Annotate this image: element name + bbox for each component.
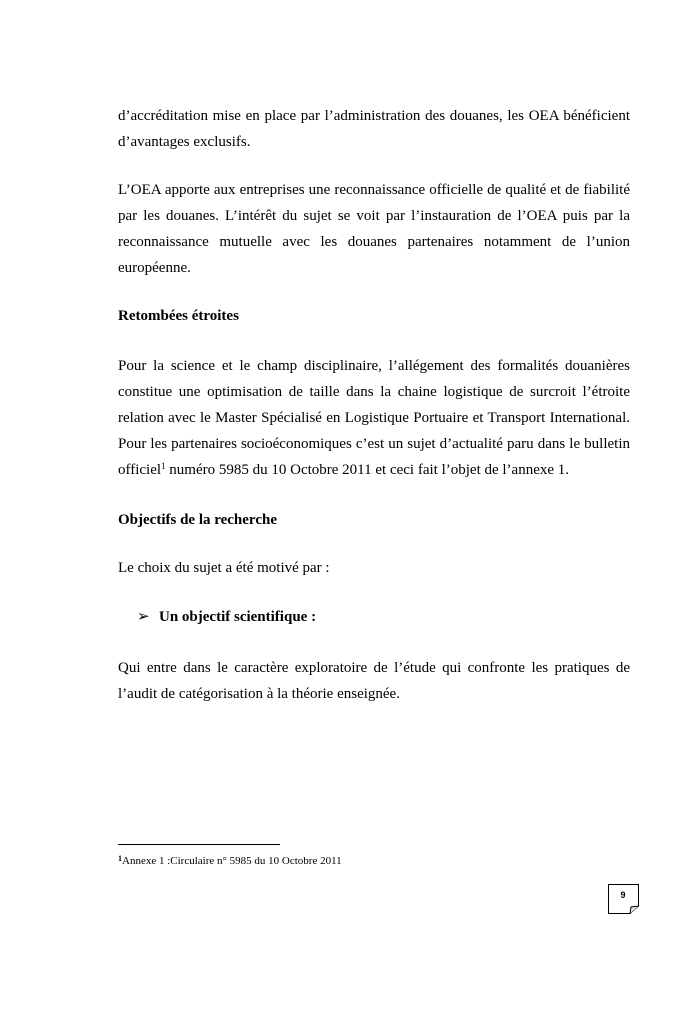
paragraph-5-line-1: Qui entre dans le caractère exploratoire de l’étude qui confronte les pratiques de	[118, 660, 630, 676]
page-number-box	[608, 884, 640, 914]
paragraph-2-line-4: européenne.	[118, 260, 191, 276]
bullet-item	[137, 608, 316, 626]
page-number: 9	[620, 890, 626, 900]
paragraph-3-line-1: Pour la science et le champ disciplinaire, l’allégement des formalités douanières	[118, 358, 630, 374]
footnote-number: 1	[118, 854, 122, 863]
paragraph-3-line-5-end: numéro 5985 du 10 Octobre 2011 et ceci fait l’objet de l’annexe 1.	[165, 462, 570, 478]
paragraph-3-line-5-start: officiel	[118, 462, 162, 478]
paragraph-2-line-2: par les douanes. L’intérêt du sujet se voit par l’instauration de l’OEA puis par la	[118, 208, 630, 224]
paragraph-3-line-4: Pour les partenaires socioéconomiques c’est un sujet d’actualité paru dans le bulletin	[118, 436, 630, 452]
paragraph-3-line-2: constitue une optimisation de taille dans la chaine logistique de surcroit l’étroite	[118, 384, 630, 400]
footnote-reference: 1	[161, 461, 166, 471]
paragraph-1-line-2: d’avantages exclusifs.	[118, 134, 251, 150]
paragraph-5-line-2: l’audit de catégorisation à la théorie enseignée.	[118, 686, 400, 702]
paragraph-2-line-1: L’OEA apporte aux entreprises une reconnaissance officielle de qualité et de fiabilité	[118, 182, 630, 198]
paragraph-3-line-3: relation avec le Master Spécialisé en Logistique Portuaire et Transport International.	[118, 410, 630, 426]
paragraph-4: Le choix du sujet a été motivé par :	[118, 560, 330, 576]
footnote-separator	[118, 844, 280, 845]
footnote	[118, 852, 342, 868]
paragraph-3-line-5	[118, 461, 630, 479]
paragraph-2-line-3: reconnaissance mutuelle avec les douanes partenaires notamment de l’union	[118, 234, 630, 250]
bullet-text: Un objectif scientifique :	[159, 609, 317, 625]
arrow-bullet-icon: ➢	[137, 609, 150, 625]
section-heading-objectifs: Objectifs de la recherche	[118, 512, 277, 528]
paragraph-1-line-1: d’accréditation mise en place par l’administration des douanes, les OEA bénéficient	[118, 108, 630, 124]
section-heading-retombees: Retombées étroites	[118, 308, 239, 324]
footnote-text: Annexe 1 :Circulaire n° 5985 du 10 Octobre 2011	[122, 855, 342, 867]
